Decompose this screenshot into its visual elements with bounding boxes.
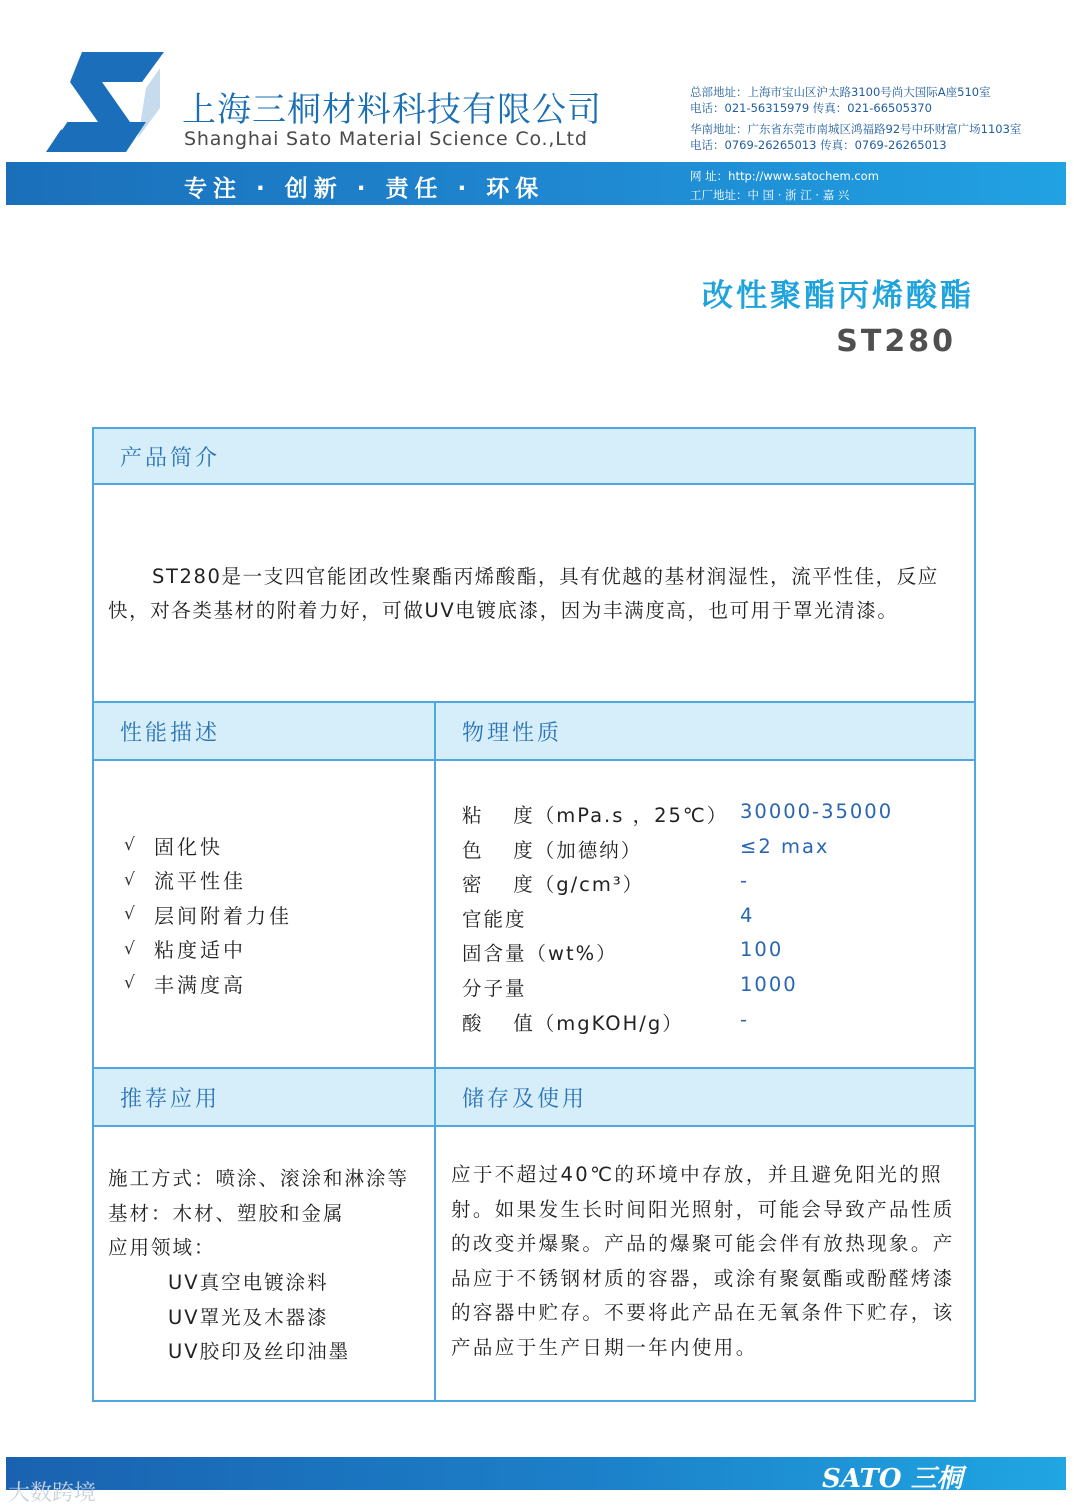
company-name-en: Shanghai Sato Material Science Co.,Ltd xyxy=(184,128,588,150)
intro-header xyxy=(94,429,974,483)
check-icon: √ xyxy=(124,973,138,994)
storage-header xyxy=(436,1069,974,1125)
check-icon: √ xyxy=(124,835,138,856)
property-name: 酸 值（mgKOH/g） xyxy=(462,1011,684,1035)
company-name-cn: 上海三桐材料科技有限公司 xyxy=(182,90,602,130)
column-divider xyxy=(434,703,436,1400)
property-value: 1000 xyxy=(740,972,798,996)
list-item: √ 粘度适中 xyxy=(124,938,246,963)
property-name: 固含量（wt%） xyxy=(462,942,618,966)
property-row xyxy=(462,831,962,866)
property-value: ≤2 max xyxy=(740,834,830,858)
performance-header xyxy=(94,703,434,759)
property-row xyxy=(462,969,962,1004)
application-title: 推荐应用 xyxy=(120,1086,221,1112)
feature-list xyxy=(124,828,292,1001)
check-icon: √ xyxy=(124,869,138,890)
south-phone: 电话：0769-26265013 传真：0769-26265013 xyxy=(690,138,947,152)
list-item: √ 层间附着力佳 xyxy=(124,903,292,928)
product-title: 改性聚酯丙烯酸酯 xyxy=(702,278,974,314)
property-row xyxy=(462,934,962,969)
list-item: UV罩光及木器漆 xyxy=(168,1305,329,1329)
list-item: √ 丰满度高 xyxy=(124,972,246,997)
property-value: 30000-35000 xyxy=(740,800,894,823)
property-name: 粘 度（mPa.s ，25℃） xyxy=(462,804,729,827)
property-list xyxy=(462,796,962,1038)
storage-title: 储存及使用 xyxy=(462,1086,588,1112)
intro-title: 产品简介 xyxy=(120,445,221,471)
application-fields-label: 应用领域： xyxy=(108,1236,216,1260)
property-row xyxy=(462,796,962,831)
property-name: 分子量 xyxy=(462,976,527,1000)
check-icon: √ xyxy=(124,904,138,925)
hq-address: 总部地址：上海市宝山区沪太路3100号尚大国际A座510室 xyxy=(690,85,991,99)
property-value: 4 xyxy=(740,903,755,927)
property-row xyxy=(462,1004,962,1039)
footer-brand-logo: SATO 三桐 xyxy=(822,1464,963,1494)
company-logo-icon xyxy=(42,48,166,156)
property-value: - xyxy=(740,1007,750,1031)
website: 网 址：http://www.satochem.com xyxy=(690,169,879,183)
property-name: 官能度 xyxy=(462,907,527,931)
application-method: 施工方式：喷涂、滚涂和淋涂等 xyxy=(108,1167,410,1191)
hq-phone: 电话：021-56315979 传真：021-66505370 xyxy=(690,101,932,115)
property-name: 色 度（加德纳） xyxy=(462,838,643,862)
property-value: - xyxy=(740,869,750,893)
application-list xyxy=(108,1160,409,1368)
watermark: 大数跨境 xyxy=(8,1481,97,1506)
divider xyxy=(94,483,974,485)
storage-text: 应于不超过40℃的环境中存放，并且避免阳光的照射。如果发生长时间阳光照射，可能会导致产品性质的改变并爆聚。产品的爆聚可能会伴有放热现象。产品应于不锈钢材质的容器，或涂有聚氨酯或酚醛烤漆的容器中贮存。不要将此产品在无氧条件下贮存，该产品应于生产日期一年内使用。 xyxy=(451,1163,955,1359)
product-code: ST280 xyxy=(836,324,956,359)
factory-address: 工厂地址：中 国 · 浙 江 · 嘉 兴 xyxy=(690,188,850,202)
list-item: √ 固化快 xyxy=(124,834,223,859)
divider xyxy=(94,1125,974,1127)
list-item: UV胶印及丝印油墨 xyxy=(168,1340,351,1364)
check-icon: √ xyxy=(124,938,138,959)
physical-title: 物理性质 xyxy=(462,720,563,746)
property-row xyxy=(462,865,962,900)
application-substrate: 基材：木材、塑胶和金属 xyxy=(108,1201,345,1225)
slogan: 专注 · 创新 · 责任 · 环保 xyxy=(184,176,545,202)
list-item: UV真空电镀涂料 xyxy=(168,1271,329,1295)
divider xyxy=(94,759,974,761)
intro-text: ST280是一支四官能团改性聚酯丙烯酸酯，具有优越的基材润湿性，流平性佳，反应快，对各类基材的附着力好，可做UV电镀底漆，因为丰满度高，也可用于罩光清漆。 xyxy=(108,565,939,622)
performance-title: 性能描述 xyxy=(120,720,221,746)
list-item: √ 流平性佳 xyxy=(124,869,246,894)
application-header xyxy=(94,1069,434,1125)
south-address: 华南地址：广东省东莞市南城区鸿福路92号中环财富广场1103室 xyxy=(690,122,1022,136)
property-name: 密 度（g/cm³） xyxy=(462,873,645,897)
property-row xyxy=(462,900,962,935)
physical-header xyxy=(436,703,974,759)
property-value: 100 xyxy=(740,938,784,962)
